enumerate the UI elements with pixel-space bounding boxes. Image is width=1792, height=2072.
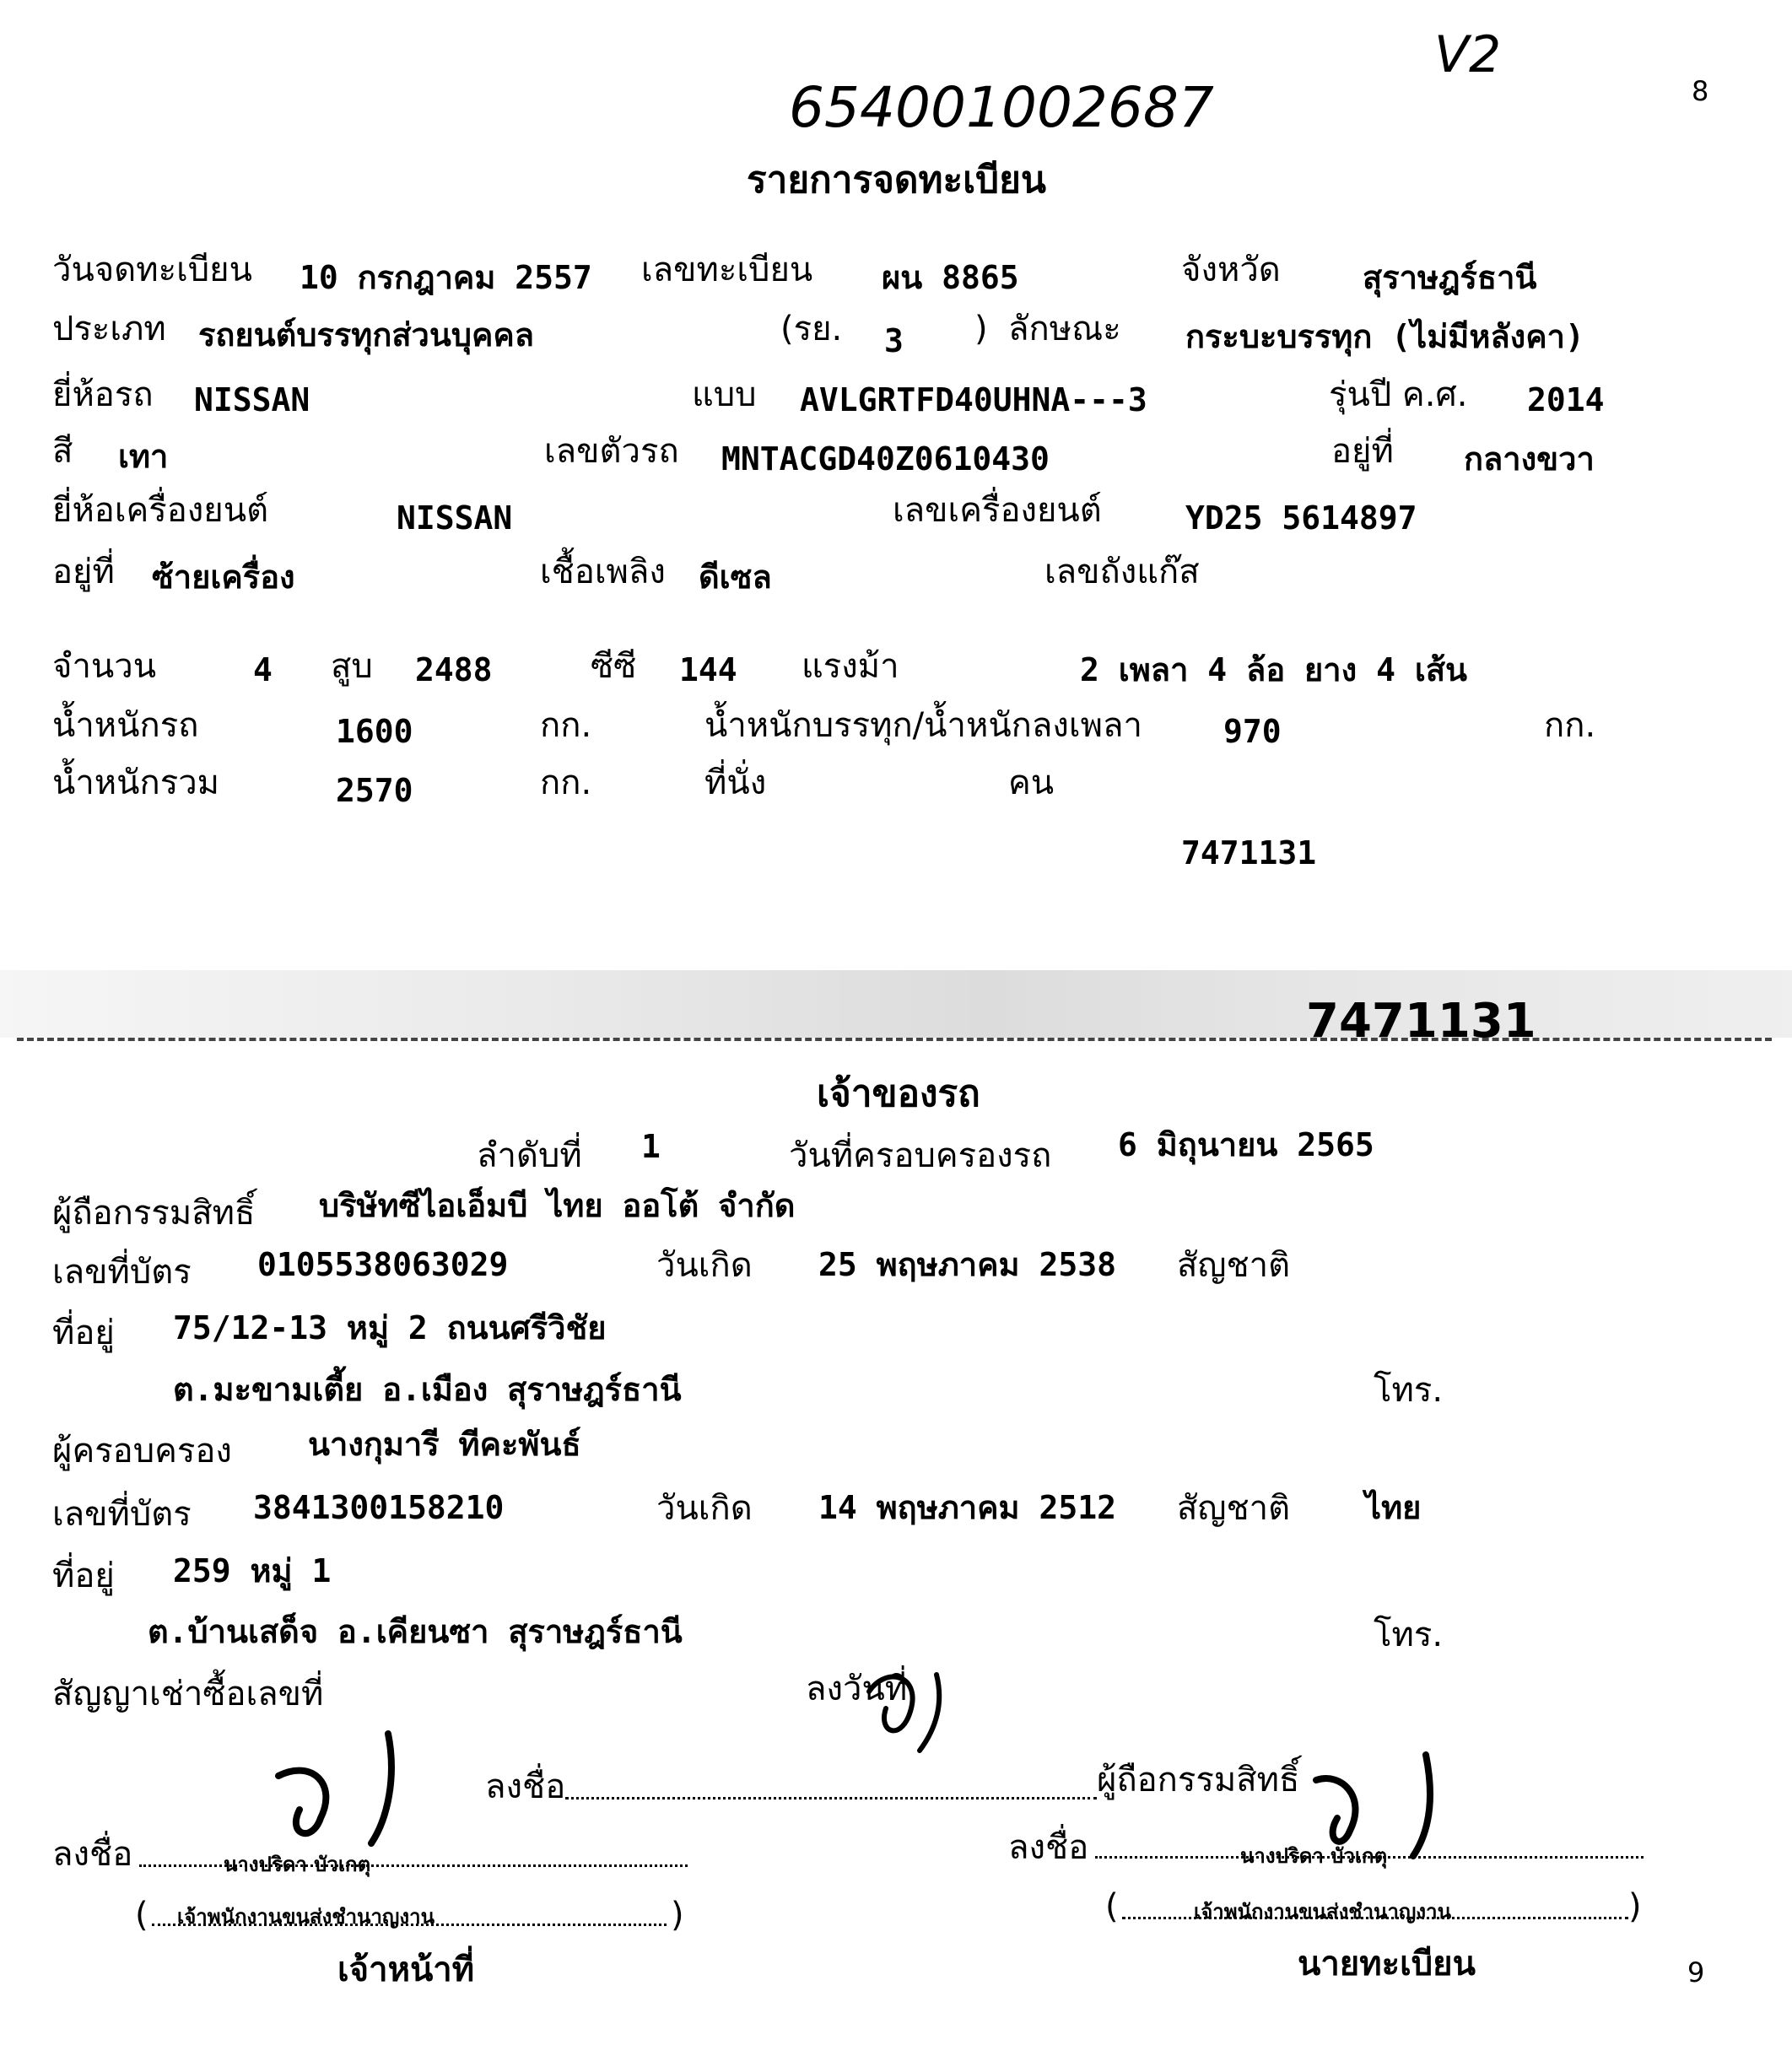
possessor-nationality-value: ไทย: [1365, 1489, 1422, 1526]
fuel-value: ดีเซล: [699, 558, 772, 596]
right-signer-name: นางปริดา บัวเกตุ: [1240, 1844, 1388, 1868]
gross-weight-value: 2570: [336, 772, 413, 809]
owner-address-label: ที่อยู่: [52, 1314, 115, 1352]
reg-date-value: 10 กรกฎาคม 2557: [300, 259, 592, 296]
left-signer-position: เจ้าพนักงานขนส่งชำนาญงาน: [177, 1905, 435, 1929]
chassis-label: เลขตัวรถ: [544, 432, 679, 471]
owner-tel-label: โทร.: [1374, 1371, 1444, 1410]
seat-unit: คน: [1008, 764, 1055, 802]
province-value: สุราษฎร์ธานี: [1363, 259, 1537, 296]
load-weight-label: น้ำหนักบรรทุก/น้ำหนักลงเพลา: [704, 706, 1142, 745]
model-label: แบบ: [692, 375, 757, 414]
engine-location-value: ซ้ายเครื่อง: [152, 558, 295, 596]
kg-unit-1: กก.: [540, 706, 592, 745]
cylinders-value: 4: [253, 651, 273, 688]
right-signer-position: เจ้าพนักงานขนส่งชำนาญงาน: [1194, 1900, 1451, 1924]
possessor-address-line2: ต.บ้านเสด็จ อ.เคียนซา สุราษฎร์ธานี: [148, 1613, 683, 1650]
color-value: เทา: [118, 438, 169, 475]
holder-label: ผู้ถือกรรมสิทธิ์: [52, 1194, 256, 1233]
registration-title: รายการจดทะเบียน: [747, 159, 1046, 202]
engine-location-label: อยู่ที่: [52, 553, 115, 591]
model-value: AVLGRTFD40UHNA---3: [800, 381, 1147, 418]
page-number-bottom: 9: [1687, 1956, 1705, 1988]
cylinder-label: สูบ: [331, 647, 373, 686]
right-sign-label: ลงชื่อ: [1008, 1828, 1089, 1867]
brand-value: NISSAN: [194, 381, 310, 418]
cc-value: 2488: [415, 651, 493, 688]
sign-label-mid: ลงชื่อ: [485, 1767, 566, 1806]
year-value: 2014: [1527, 381, 1605, 418]
plate-value: ผน 8865: [882, 259, 1019, 296]
horsepower-label: แรงม้า: [802, 647, 899, 686]
ry-open: (รย.: [780, 310, 843, 348]
left-signer-role: เจ้าหน้าที่: [337, 1951, 475, 1989]
ry-value: 3: [884, 322, 904, 359]
type-label: ประเภท: [52, 310, 166, 348]
owner-id-label: เลขที่บัตร: [52, 1253, 192, 1292]
left-signer-name: นางปริดา บัวเกตุ: [224, 1853, 371, 1876]
year-label: รุ่นปี ค.ศ.: [1329, 375, 1468, 414]
possessor-address-label: ที่อยู่: [52, 1557, 115, 1595]
count-label: จำนวน: [52, 647, 157, 686]
possessor-tel-label: โทร.: [1374, 1616, 1444, 1654]
owner-id-value: 0105538063029: [257, 1246, 509, 1283]
possessor-dob-value: 14 พฤษภาคม 2512: [818, 1489, 1116, 1526]
sign-dotted-line-mid: [565, 1797, 1097, 1800]
right-signature-mark: [1299, 1746, 1468, 1873]
owner-dob-value: 25 พฤษภาคม 2538: [818, 1246, 1116, 1283]
left-sign-dotted-line: [139, 1864, 688, 1867]
left-paren-close: ): [671, 1896, 684, 1934]
owner-dob-label: วันเกิด: [656, 1246, 753, 1285]
doc-number: 654001002687: [789, 75, 1214, 140]
owner-address-line1: 75/12-13 หมู่ 2 ถนนศรีวิชัย: [173, 1309, 607, 1346]
plate-label: เลขทะเบียน: [641, 251, 813, 289]
chassis-location-label: อยู่ที่: [1331, 432, 1394, 471]
horsepower-value: 144: [679, 651, 737, 688]
possession-date-label: วันที่ครอบครองรถ: [789, 1136, 1052, 1175]
owner-nationality-label: สัญชาติ: [1177, 1246, 1291, 1285]
possessor-label: ผู้ครอบครอง: [52, 1432, 232, 1470]
possessor-address-line1: 259 หมู่ 1: [173, 1552, 332, 1589]
chassis-value: MNTACGD40Z0610430: [721, 440, 1050, 478]
sequence-value: 1: [641, 1128, 661, 1165]
gas-tank-label: เลขถังแก๊ส: [1044, 553, 1200, 591]
engine-brand-label: ยี่ห้อเครื่องยนต์: [52, 491, 269, 530]
load-weight-value: 970: [1223, 713, 1282, 750]
left-sign-label: ลงชื่อ: [52, 1835, 133, 1874]
right-paren-open: (: [1105, 1887, 1119, 1926]
signed-date-label: ลงวันที่: [806, 1670, 908, 1708]
possessor-id-label: เลขที่บัตร: [52, 1495, 192, 1534]
seat-label: ที่นั่ง: [704, 764, 767, 802]
characteristic-label: ลักษณะ: [1008, 310, 1121, 348]
possessor-id-value: 3841300158210: [253, 1489, 505, 1526]
date-signature-mark: [852, 1658, 970, 1759]
vehicle-weight-value: 1600: [336, 713, 413, 750]
possessor-nationality-label: สัญชาติ: [1177, 1489, 1291, 1528]
sequence-label: ลำดับที่: [477, 1136, 582, 1175]
axle-value: 2 เพลา 4 ล้อ ยาง 4 เส้น: [1080, 651, 1467, 688]
left-signature-mark: [262, 1725, 430, 1860]
possessor-name: นางกุมารี ทีคะพันธ์: [308, 1426, 581, 1463]
cc-label: ซีซี: [591, 647, 637, 686]
engine-brand-value: NISSAN: [397, 499, 513, 537]
vehicle-weight-label: น้ำหนักรถ: [52, 706, 199, 745]
gross-weight-label: น้ำหนักรวม: [52, 764, 220, 802]
engine-number-value: YD25 5614897: [1185, 499, 1417, 537]
page-number-top: 8: [1692, 75, 1709, 107]
type-value: รถยนต์บรรทุกส่วนบุคคล: [198, 316, 535, 353]
color-label: สี: [52, 432, 73, 471]
version-mark: V2: [1434, 25, 1502, 84]
chassis-location-value: กลางขวา: [1464, 440, 1595, 478]
characteristic-value: กระบะบรรทุก (ไม่มีหลังคา): [1185, 318, 1584, 355]
right-paren-close: ): [1628, 1887, 1642, 1926]
reg-date-label: วันจดทะเบียน: [52, 251, 252, 289]
owner-address-line2: ต.มะขามเตี้ย อ.เมือง สุราษฎร์ธานี: [173, 1371, 682, 1408]
left-paren-open: (: [135, 1896, 148, 1934]
lease-contract-label: สัญญาเช่าซื้อเลขที่: [52, 1675, 324, 1713]
possessor-dob-label: วันเกิด: [656, 1489, 753, 1528]
right-signer-role: นายทะเบียน: [1298, 1945, 1476, 1983]
possession-date-value: 6 มิถุนายน 2565: [1118, 1126, 1374, 1163]
fuel-label: เชื้อเพลิง: [540, 553, 666, 591]
ry-close: ): [974, 310, 988, 348]
owner-title: เจ้าของรถ: [817, 1072, 980, 1115]
holder-sign-label: ผู้ถือกรรมสิทธิ์: [1097, 1761, 1300, 1800]
holder-value: บริษัทซีไอเอ็มบี ไทย ออโต้ จำกัด: [319, 1187, 796, 1224]
serial-number: 7471131: [1181, 834, 1317, 871]
kg-unit-2: กก.: [1544, 706, 1596, 745]
kg-unit-3: กก.: [540, 764, 592, 802]
province-label: จังหวัด: [1181, 251, 1281, 289]
brand-label: ยี่ห้อรถ: [52, 375, 154, 414]
band-serial: 7471131: [1306, 994, 1536, 1049]
engine-number-label: เลขเครื่องยนต์: [893, 491, 1102, 530]
